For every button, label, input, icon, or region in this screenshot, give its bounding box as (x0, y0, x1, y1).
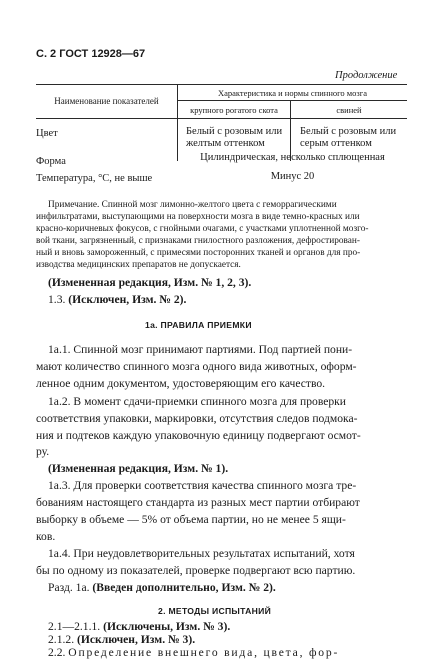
note-line: изводства медицинских препаратов не допускается. (36, 260, 241, 270)
table-row-name: Форма (36, 156, 66, 167)
amendment-note: (Измененная редакция, Изм. № 1, 2, 3). (48, 276, 252, 289)
section-heading: 2. МЕТОДЫ ИСПЫТАНИЙ (158, 606, 272, 616)
paragraph-line: ков. (36, 530, 56, 543)
paragraph-line: мают количество спинного мозга одного вида животных, оформ- (36, 360, 357, 373)
table-header-rule (36, 118, 407, 119)
clause-status: (Исключены, Изм. № 3). (103, 620, 231, 633)
page-reference: С. 2 ГОСТ 12928—67 (36, 48, 146, 60)
clause-2-2 (48, 646, 339, 659)
paragraph-line: бы по одному из показателей, проверке подвергают всю партию. (36, 564, 356, 577)
clause-number: 2.2. (48, 646, 66, 659)
clause-number: 1.3. (48, 293, 66, 306)
note-line: инфильтратами, выступающими на поверхности мозга в виде темно-красных или (36, 212, 360, 222)
table-row-name: Цвет (36, 128, 58, 139)
paragraph-line: соответствия упаковки, маркировки, отсутствия следов подмока- (36, 412, 358, 425)
clause-status: (Исключен, Изм. № 3). (77, 633, 196, 646)
column-header-group: Характеристика и нормы спинного мозга (217, 88, 368, 98)
paragraph-line: 1а.2. В момент сдачи-приемки спинного мозга для проверки (48, 395, 347, 408)
section-ref: Разд. 1а. (48, 581, 90, 594)
table-continuation-label: Продолжение (335, 70, 398, 81)
table-cell-cattle: Белый с розовым или (186, 126, 283, 137)
table-cell-merged: Цилиндрическая, несколько сплющенная (200, 152, 385, 163)
clause-title: Определение внешнего вида, цвета, фор- (68, 646, 340, 659)
table-group-rule (177, 100, 407, 101)
table-cell-merged: Минус 20 (270, 171, 315, 182)
amendment-note: (Измененная редакция, Изм. № 1). (48, 462, 229, 475)
paragraph-line: 1а.3. Для проверки соответствия качества спинного мозга тре- (48, 479, 357, 492)
clause-2-1 (48, 620, 230, 633)
paragraph-line: 1а.1. Спинной мозг принимают партиями. Под партией пони- (48, 343, 353, 356)
section-status: (Введен дополнительно, Изм. № 2). (92, 581, 276, 594)
note-line: вой ткани, загрязненный, с признаками гнилостного разложения, дефростирован- (36, 236, 360, 246)
clause-1-3 (48, 293, 186, 306)
clause-number: 2.1.2. (48, 633, 75, 646)
paragraph-line: ния и подтеков каждую упаковочную единицу подвергают осмот- (36, 429, 361, 442)
paragraph-line: ру. (36, 445, 50, 458)
column-header-cattle: крупного рогатого скота (190, 105, 278, 115)
note-line: ный и вновь замороженный, с примесями посторонних тканей и органов для про- (36, 248, 361, 258)
paragraph-line: 1а.4. При неудовлетворительных результатах испытаний, хотя (48, 547, 355, 560)
table-cell-cattle: желтым оттенком (186, 138, 265, 149)
section-origin-note (48, 581, 276, 594)
table-cell-pig: Белый с розовым или (300, 126, 397, 137)
clause-2-1-2 (48, 633, 195, 646)
clause-status: (Исключен, Изм. № 2). (68, 293, 187, 306)
column-header-pig: свиней (336, 105, 362, 115)
table-top-rule (36, 84, 407, 85)
paragraph-line: выборку в объеме — 5% от объема партии, но не менее 5 ящи- (36, 513, 346, 526)
paragraph-line: ленное одним документом, удостоверяющим его качество. (36, 377, 326, 390)
paragraph-line: бованиям настоящего стандарта из разных мест партии отбирают (36, 496, 360, 509)
clause-number: 2.1—2.1.1. (48, 620, 101, 633)
note-line: красно-коричневых фокусов, с гнойными очагами, с участками уплотненной мозго- (36, 224, 369, 234)
section-heading: 1а. ПРАВИЛА ПРИЕМКИ (145, 320, 252, 330)
table-row-name: Температура, °С, не выше (36, 173, 153, 184)
table-cell-pig: серым оттенком (300, 138, 372, 149)
note-line: Примечание. Спинной мозг лимонно-желтого цвета с геморрагическими (48, 200, 337, 210)
column-header-indicators: Наименование показателей (54, 96, 159, 106)
